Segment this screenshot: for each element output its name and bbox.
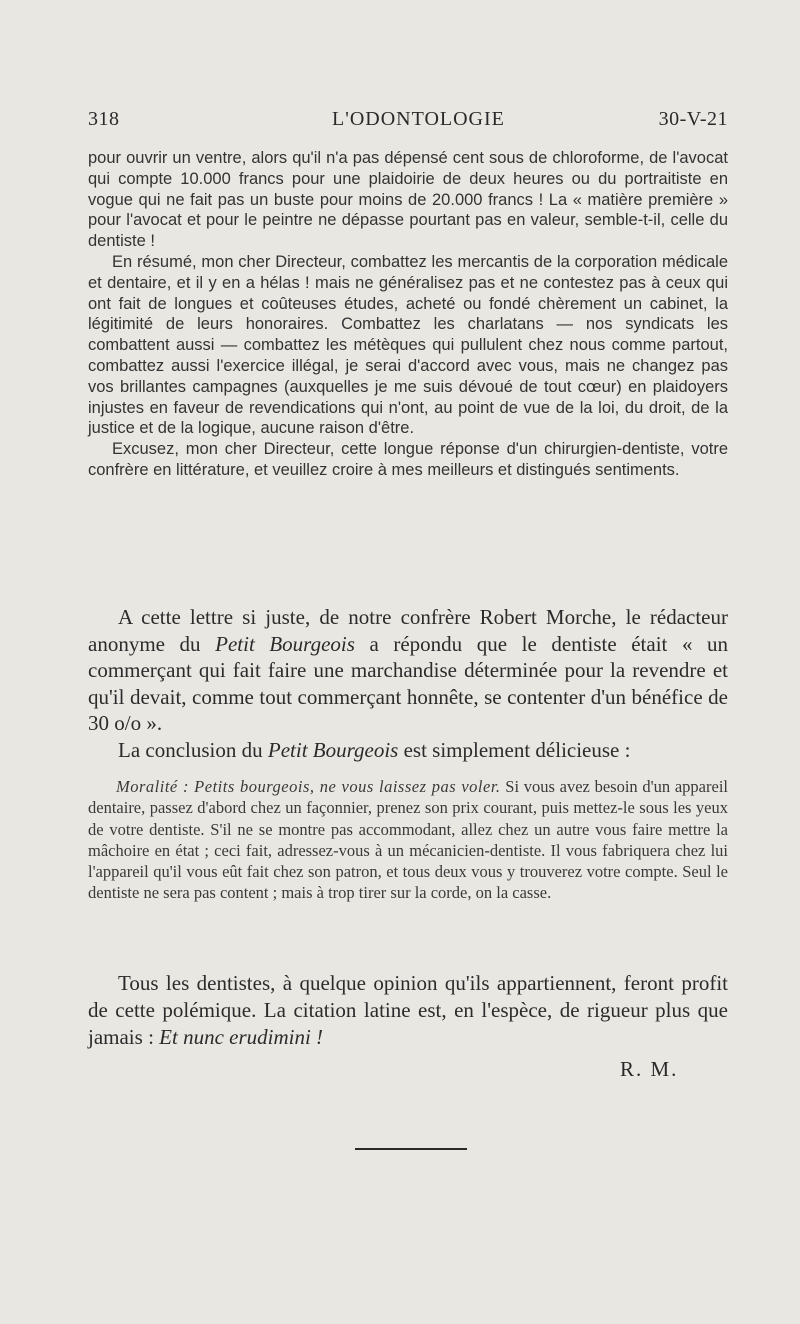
newspaper-name: Petit Bourgeois — [215, 631, 355, 656]
closing-text: Tous les dentistes, à quelque opinion qu'ils appartiennent, feront profit de cette polémique. La citation latine est, en l'espèce, de rigueur plus que jamais : — [88, 971, 728, 1049]
letter-paragraph: En résumé, mon cher Directeur, combattez les mercantis de la corporation médicale et dentaire, et il y en a hélas ! mais ne généralisez pas et ne contestez pas à ceux qui ont fait de longues et coûteuses études, acheté ou fondé chèrement un cabinet, la légitimité de leurs honoraires. Combattez les charlatans — nos syndicats les combattent aussi — combattez les métèques qui pullulent chez nous comme partout, combattez aussi l'exercice illégal, je serai d'accord avec vous, mais ne changez pas vos brillantes campagnes (auxquelles je me suis dévoué de tout cœur) en plaidoyers injustes en faveur de revendications qui n'ont, au point de vue de la loi, du droit, de la justice et de la logique, aucune raison d'être. — [88, 252, 728, 438]
commentary-text: a répondu que le dentiste était « un commerçant qui fait faire une marchandise déterminée pour la revendre et qu'il devait, comme tout commerçant honnête, se contenter d'un bénéfice de 30 o/o ». — [88, 631, 729, 735]
editor-commentary — [88, 604, 728, 763]
journal-title: L'ODONTOLOGIE — [332, 108, 505, 130]
commentary-text: La conclusion du — [118, 737, 268, 762]
running-header — [88, 108, 728, 136]
section-divider — [355, 1148, 467, 1150]
letter-paragraph: pour ouvrir un ventre, alors qu'il n'a pas dépensé cent sous de chloroforme, de l'avocat qui compte 10.000 francs pour une plaidoirie de deux heures ou du portraitiste en vogue qui ne fait pas un buste pour moins de 20.000 francs ! La « matière première » pour l'avocat et pour le peintre ne dépasse pourtant pas en valeur, semble-t-il, celle du dentiste ! — [88, 149, 728, 251]
newspaper-name: Petit Bourgeois — [267, 737, 399, 762]
commentary-paragraph — [88, 604, 728, 737]
closing-paragraph — [88, 970, 728, 1051]
commentary-text: A cette lettre si juste, de notre confrère Robert Morche, le rédacteur anonyme du — [88, 605, 728, 656]
issue-date: 30-V-21 — [658, 108, 728, 130]
moral-text: Si vous avez besoin d'un appareil dentaire, passez d'abord chez un façonnier, prenez son prix courant, puis mettez-le sous les yeux de votre dentiste. S'il ne se montre pas accommodant, allez chez un autre vous faire mettre la mâchoire en état ; ceci fait, adressez-vous à un mécanicien-dentiste. Il vous fabriquera chez lui l'appareil qu'il vous eût fait chez son patron, et tous deux vous y trouverez votre compte. Seul le dentiste ne sera pas content ; mais à trop tirer sur la corde, on la casse. — [88, 777, 728, 903]
closing-remarks — [88, 970, 728, 1051]
letter-text — [88, 148, 728, 481]
author-signature: R. M. — [620, 1057, 679, 1081]
commentary-text: est simplement délicieuse : — [398, 737, 631, 762]
page-number: 318 — [88, 108, 120, 130]
moral-heading: Moralité : Petits bourgeois, ne vous laissez pas voler. — [116, 777, 501, 796]
latin-citation: Et nunc erudimini ! — [159, 1025, 324, 1049]
quoted-moral — [88, 776, 728, 904]
letter-paragraph: Excusez, mon cher Directeur, cette longue réponse d'un chirurgien-dentiste, votre confrère en littérature, et veuillez croire à mes meilleurs et distingués sentiments. — [88, 440, 728, 479]
commentary-paragraph — [88, 737, 728, 764]
moral-paragraph — [88, 776, 728, 904]
